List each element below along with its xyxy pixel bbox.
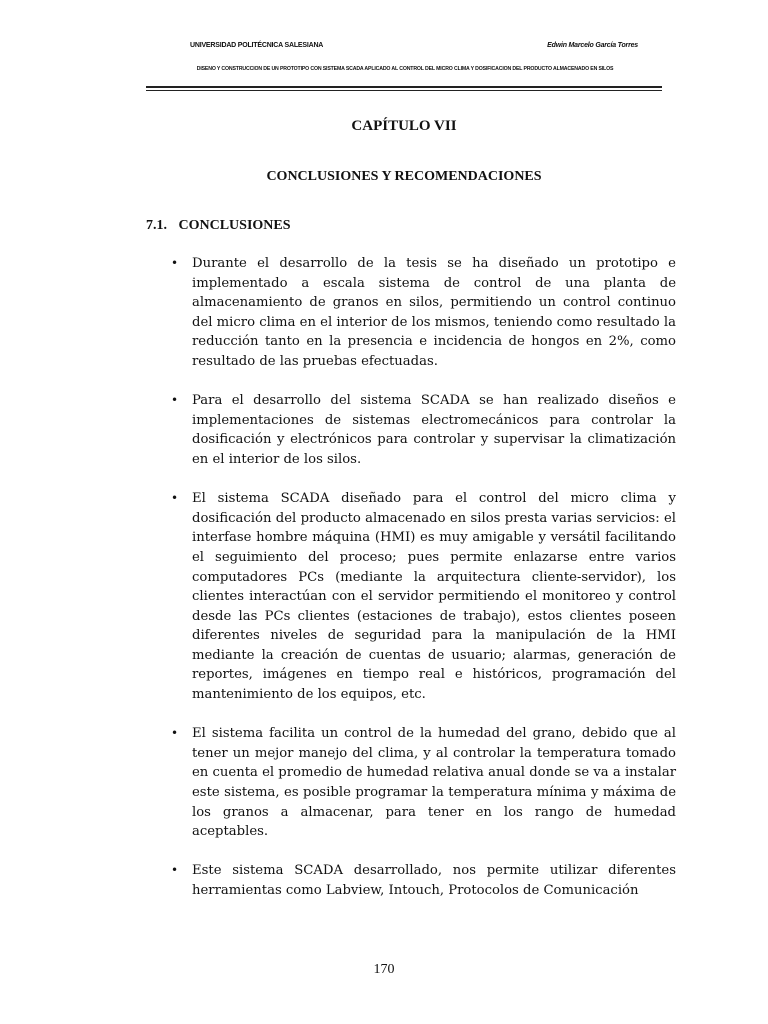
header-author: Edwin Marcelo García Torres — [547, 42, 638, 49]
header-subtitle: DISEÑO Y CONSTRUCCIÓN DE UN PROTOTIPO CON SISTEMA SCADA APLICADO AL CONTROL DEL MICRO CLIMA Y DOSIFICACIÓN DEL PRODUCTO ALMACENADO EN SILOS — [196, 66, 614, 72]
list-item-text: El sistema SCADA diseñado para el control del micro clima y dosificación del producto almacenado en silos presta varias servicios: el interfase hombre máquina (HMI) es muy amigable y versátil facilitando el seguimiento del proceso; pues permite enlazarse entre varios computadores PCs (mediante la arquitectura cliente-servidor), los clientes interactúan con el servidor permitiendo el monitoreo y control desde las PCs clientes (estaciones de trabajo), estos clientes poseen diferentes niveles de seguridad para la manipulación de la HMI mediante la creación de cuentas de usuario; alarmas, generación de reportes, imágenes en tiempo real e históricos, programación del mantenimiento de los equipos, etc. — [192, 491, 676, 703]
section-number: 7.1. — [146, 218, 167, 233]
list-item — [171, 254, 676, 372]
section-heading — [146, 218, 291, 234]
bullet-icon: • — [171, 256, 179, 270]
list-item — [171, 489, 676, 705]
page-number: 170 — [373, 962, 395, 977]
bullet-icon: • — [171, 393, 179, 408]
list-item-text: Durante el desarrollo de la tesis se ha diseñado un prototipo e implementado a escala sistema de control de una planta de almacenamiento de granos en silos, permitiendo un control continuo del micro clima en el interior de los mismos, teniendo como resultado la reducción tanto en la presencia e incidencia de hongos en 2%, como resultado de las pruebas efectuadas. — [192, 256, 676, 369]
list-item-text: El sistema facilita un control de la humedad del grano, debido que al tener un mejor manejo del clima, y al controlar la temperatura tomado en cuenta el promedio de humedad relativa anual donde se va a instalar este sistema, es posible programar la temperatura mínima y máxima de los granos a almacenar, para tener en los rango de humedad aceptables. — [192, 726, 676, 840]
bullet-icon: • — [171, 863, 179, 878]
list-item-text: Este sistema SCADA desarrollado, nos permite utilizar diferentes herramientas como Labview, Intouch, Protocolos de Comunicación — [192, 863, 676, 898]
list-item — [171, 391, 676, 469]
running-header — [190, 42, 638, 49]
bullet-icon: • — [171, 726, 179, 741]
chapter-title: CAPÍTULO VII — [351, 118, 457, 134]
list-item — [171, 861, 676, 900]
bullet-icon: • — [171, 491, 179, 506]
conclusions-list — [171, 254, 676, 920]
header-rule-thick — [146, 86, 662, 88]
section-title: CONCLUSIONES — [178, 218, 291, 233]
chapter-subtitle: CONCLUSIONES Y RECOMENDACIONES — [266, 169, 542, 184]
list-item-text: Para el desarrollo del sistema SCADA se han realizado diseños e implementaciones de sistemas electromecánicos para controlar la dosificación y electrónicos para controlar y supervisar la climatización en el interior de los silos. — [192, 393, 676, 467]
header-rule-thin — [146, 90, 662, 91]
header-institution: UNIVERSIDAD POLITÉCNICA SALESIANA — [190, 42, 324, 49]
list-item — [171, 724, 676, 842]
